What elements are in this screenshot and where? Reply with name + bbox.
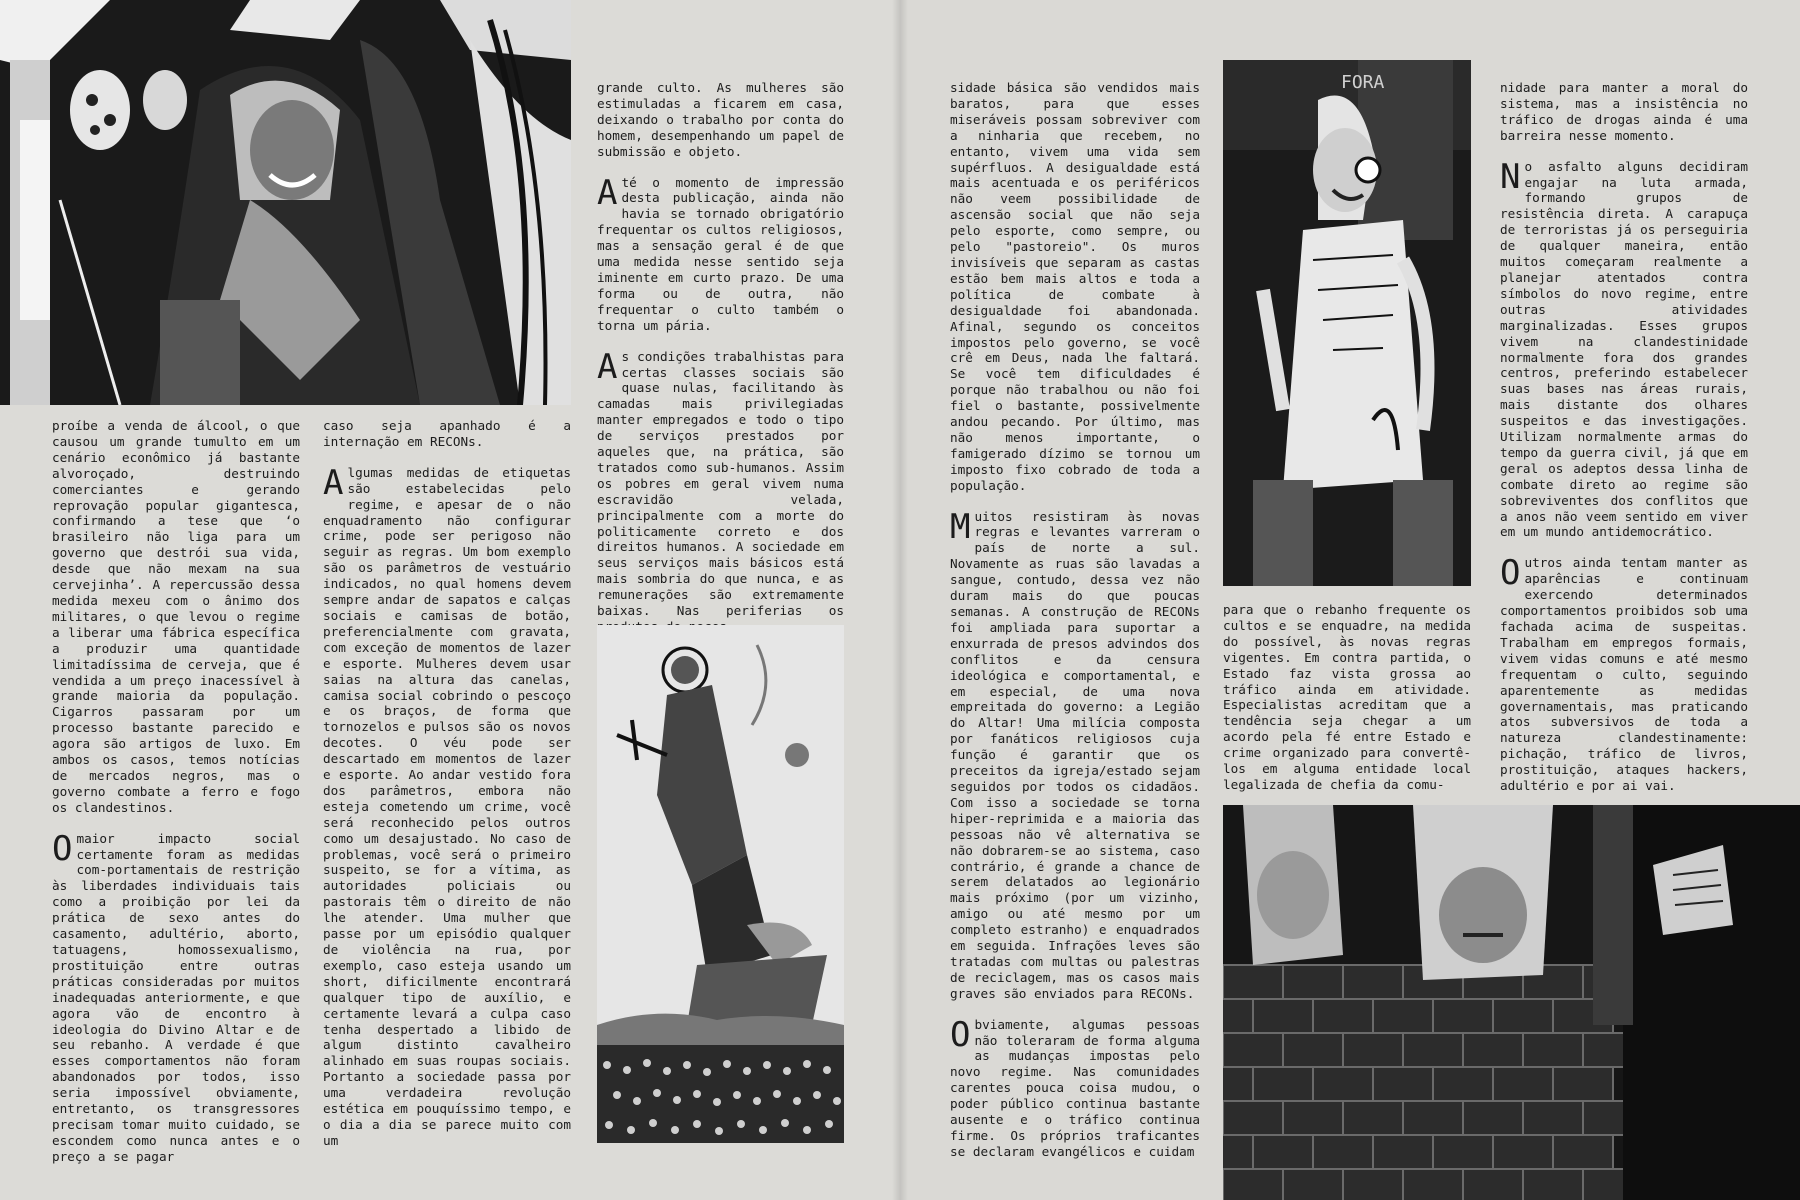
text-column-4 — [950, 80, 1200, 1175]
paragraph: nidade para manter a moral do sistema, mas a insistência no tráfico de drogas ainda é uma barreira nesse momento. — [1500, 80, 1748, 143]
paragraph: Outros ainda tentam manter as aparências e continuam exercendo determinados comportamentos proibidos sob uma fachada acima de suspeitas. Trabalham em empregos formais, vivem vidas comuns e até mesmo frequentam o culto, seguindo aparentemente as medidas governamentais, mas praticando atos subversivos de toda a natureza clandestinamente: pichação, tráfico de livros, prostituição, ataques hackers, adultério e por ai vai. — [1500, 553, 1748, 794]
illustration-brick-wall — [1223, 805, 1800, 1200]
paragraph: Até o momento de impressão desta publicação, ainda não havia se tornado obrigatório frequentar os cultos religiosos, mas a sensação geral é de que uma medida nesse sentido seja iminente em curto prazo. De uma forma ou de outra, não frequentar o culto também o torna um pária. — [597, 172, 844, 333]
text-column-6 — [1500, 80, 1748, 872]
paragraph: caso seja apanhado é a internação em RECONs. — [323, 418, 571, 449]
drop-cap: A — [323, 462, 344, 503]
text-column-1 — [52, 418, 300, 1180]
paragraph: Omaior impacto social certamente foram as medidas com-portamentais de restrição às liberdades individuais tais como a proibição por lei da prática de sexo antes do casamento, adultério, aborto, tatuagens, homossexualismo, prostituição entre outras práticas consideradas por muitos inadequadas anteriormente, e que agora vão de encontro à ideologia do Divino Altar e de seu rebanho. A verdade é que esses comportamentos não foram abandonados por todos, isso seria impossível obviamente, entretanto, os transgressores precisam tomar muito cuidado, se escondem como nunca antes e o preço a se pagar — [52, 828, 300, 1164]
drop-cap: O — [1500, 553, 1521, 594]
illustration-market-crowd — [0, 0, 571, 405]
wall-graffiti: FORA — [1341, 72, 1385, 93]
text-column-5 — [1223, 602, 1471, 808]
drop-cap: A — [597, 172, 618, 213]
illustration-saint-statue — [597, 625, 844, 1143]
paragraph: proíbe a venda de álcool, o que causou um grande tumulto em um cenário econômico já bastante alvoroçado, destruindo comerciantes e gerando reprovação popular gigantesca, confirmando a tese que ‘o brasileiro não liga para um governo que destrói sua vida, desde que não mexam na sua cervejinha’. A repercussão dessa medida mexeu com o ânimo dos militares, o que levou o regime a liberar uma fábrica específica a produzir uma quantidade limitadíssima de cerveja, que é vendida a um preço inacessível à grande maioria da população. Cigarros passaram por um processo bastante parecido e agora são artigos de luxo. Em ambos os casos, temos notícias de mercados negros, mas o governo combate a ferro e fogo os clandestinos. — [52, 418, 300, 815]
drop-cap: O — [950, 1014, 971, 1055]
paragraph: grande culto. As mulheres são estimuladas a ficarem em casa, deixando o trabalho por conta do homem, desempenhando um papel de submissão e objeto. — [597, 80, 844, 159]
paragraph: Obviamente, algumas pessoas não toleraram de forma alguma as mudanças impostas pelo novo regime. Nas comunidades carentes pouca coisa mudou, o poder público continua bastante ausente e o tráfico continua firme. Os próprios traficantes se declaram evangélicos e cuidam — [950, 1014, 1200, 1159]
paragraph: Algumas medidas de etiquetas são estabelecidas pelo regime, e apesar de o não enquadramento não configurar crime, pode ser perigoso não seguir as regras. Um bom exemplo são os parâmetros de vestuário indicados, no qual homens devem sempre andar de sapatos e calças sociais e camisas de botão, preferencialmente com gravata, com exceção de momentos de lazer e esporte. Mulheres devem usar saias na altura das canelas, camisa social cobrindo o pescoço e os braços, de forma que tornozelos e pulsos são os novos decotes. O véu pode ser descartado em momentos de lazer e esporte. Ao andar vestido fora dos parâmetros, embora não esteja cometendo um crime, você será reconhecido pelos outros como um desajustado. No caso de problemas, você será o primeiro suspeito, se for a vítima, as autoridades policiais ou pastorais têm o direito de não lhe atender. Uma mulher que passe por um episódio qualquer de violência na rua, por exemplo, caso esteja usando um short, dificilmente encontrará qualquer tipo de auxílio, e certamente levará a culpa caso tenha despertado a libido de algum distinto cavalheiro alinhado em suas roupas sociais. Portanto a sociedade passa por uma verdadeira revolução estética em pouquíssimo tempo, e o dia a dia se parece muito com um — [323, 462, 571, 1148]
paragraph: para que o rebanho frequente os cultos e se enquadre, na medida do possível, às novas regras vigentes. Em contra partida, o Estado faz vista grossa ao tráfico ainda em atividade. Especialistas acreditam que a tendência seja chegar a um acordo pela fé entre Estado e crime organizado para convertê-los em alguma entidade local legalizada de chefia da comu- — [1223, 602, 1471, 792]
drop-cap: N — [1500, 156, 1521, 197]
drop-cap: O — [52, 828, 73, 869]
page-gutter — [892, 0, 908, 1200]
drop-cap: A — [597, 346, 618, 387]
text-column-2 — [323, 418, 571, 1164]
paragraph: Muitos resistiram às novas regras e levantes varreram o país de norte a sul. Novamente as ruas são lavadas a sangue, contudo, dessa vez não duram mais do que poucas semanas. A construção de RECONs foi ampliada para suportar a enxurrada de presos advindos dos conflitos e da censura ideológica e comportamental, e em especial, de uma nova empreitada do governo: a Legião do Altar! Uma milícia composta por fanáticos religiosos cuja função é garantir que os preceitos da igreja/estado sejam seguidos por todos os cidadãos. Com isso a sociedade se torna hiper-reprimida e a maioria das pessoas não vê alternativa se não dobrarem-se ao sistema, caso contrário, é grande a chance de serem delatados ao legionário mais próximo (por um vizinho, amigo ou até mesmo por um completo estranho) e enquadrados em seguida. Infrações leves são tratadas com multas ou palestras de reciclagem, mas os casos mais graves são enviados para RECONs. — [950, 506, 1200, 1001]
paragraph: As condições trabalhistas para certas classes sociais são quase nulas, facilitando às camadas mais privilegiadas manter empregados e todo o tipo de serviços prestados por aqueles que, na prática, são tratados como sub-humanos. Assim os pobres em geral vivem numa escravidão velada, principalmente com a morte do politicamente correto e dos direitos humanos. A sociedade em seus serviços mais básicos está mais sombria do que nunca, e as remunerações são extremamente baixas. Nas periferias os — [597, 346, 844, 619]
paragraph: sidade básica são vendidos mais baratos, para que esses miseráveis possam sobreviver com a ninharia que recebem, no entanto, vivem uma vida sem supérfluos. A desigualdade está mais acentuada e os periféricos não veem possibilidade de ascensão social que não seja pelo esporte, como sempre, ou pelo "pastoreio". Os muros invisíveis que separam as castas estão bem mais altos e toda a política de combate à desigualdade foi abandonada. Afinal, segundo os conceitos impostos pelo governo, se você crê em Deus, nada lhe faltará. Se você tem dificuldades é porque não trabalhou ou não foi fiel o bastante, possivelmente andou pecando. Por último, mas não menos importante, o famigerado dízimo se tornou um imposto fixo cobrado de toda a população. — [950, 80, 1200, 493]
drop-cap: M — [950, 506, 971, 547]
illustration-graffiti-figure — [1223, 60, 1471, 586]
paragraph: No asfalto alguns decidiram engajar na luta armada, formando grupos de resistência direta. A carapuça de terroristas já os perseguiria de qualquer maneira, então muitos começaram realmente a planejar atentados contra símbolos do novo regime, entre outras atividades marginalizadas. Esses grupos vivem na clandestinidade normalmente fora dos grandes centros, preferindo estabelecer suas bases nas áreas rurais, mais distante dos olhares suspeitos e das investigações. Utilizam normalmente armas do tempo da guerra civil, já que em geral os adeptos dessa linha de combate direto ao regime são sobreviventes dos conflitos que a anos não veem sentido em viver em um mundo antidemocrático. — [1500, 156, 1748, 540]
text-column-3 — [597, 80, 844, 650]
